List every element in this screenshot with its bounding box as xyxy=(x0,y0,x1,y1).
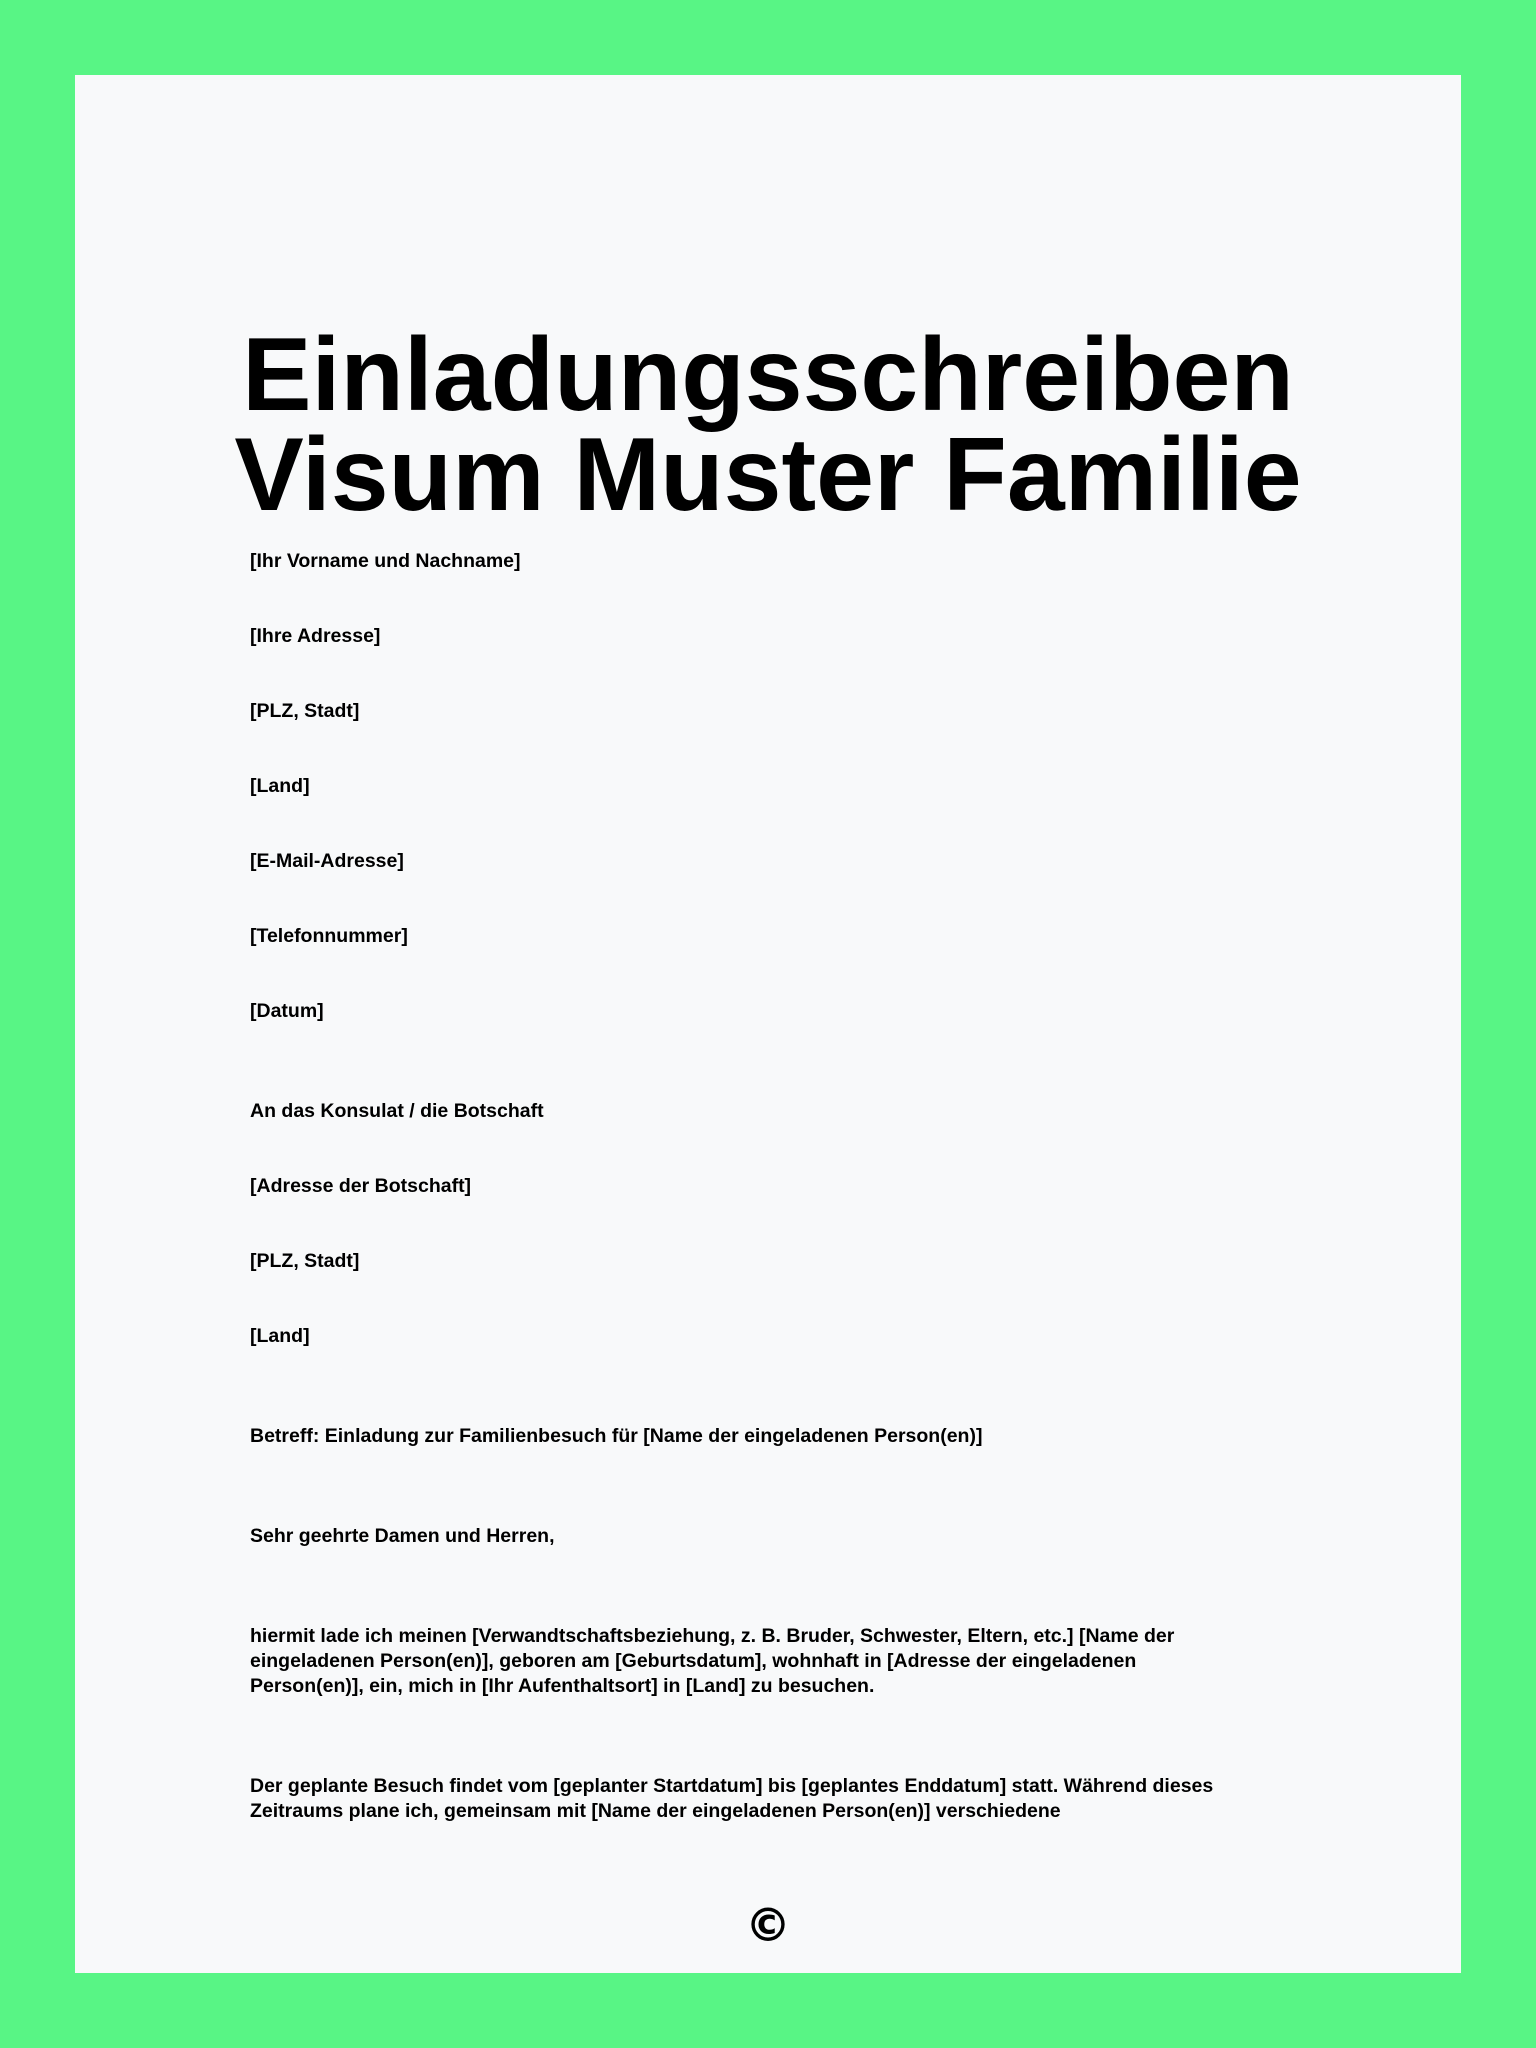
sender-zip-city: [PLZ, Stadt] xyxy=(250,700,360,722)
recipient-address: [Adresse der Botschaft] xyxy=(250,1175,472,1197)
letter-salutation: Sehr geehrte Damen und Herren, xyxy=(250,1525,555,1547)
document-page xyxy=(75,75,1461,1973)
letter-subject: Betreff: Einladung zur Familienbesuch für [Name der eingeladenen Person(en)] xyxy=(250,1425,983,1447)
letter-paragraph-1: hiermit lade ich meinen [Verwandtschaftsbeziehung, z. B. Bruder, Schwester, Eltern, etc.] [Name der eingeladenen Person(en)], geboren am [Geburtsdatum], wohnhaft in [Adresse der eingeladenen Person(en)], ein, mich in [Ihr Aufenthaltsort] in [Land] zu besuchen. xyxy=(250,1625,1175,1697)
sender-name: [Ihr Vorname und Nachname] xyxy=(250,550,521,572)
letter-date: [Datum] xyxy=(250,1000,324,1022)
sender-phone: [Telefonnummer] xyxy=(250,925,408,947)
sender-email: [E-Mail-Adresse] xyxy=(250,850,404,872)
sender-address: [Ihre Adresse] xyxy=(250,625,381,647)
copyright-icon: © xyxy=(745,1898,791,1952)
document-title: Einladungsschreiben Visum Muster Familie xyxy=(234,317,1302,533)
sender-country: [Land] xyxy=(250,775,310,797)
recipient-zip-city: [PLZ, Stadt] xyxy=(250,1250,360,1272)
recipient-country: [Land] xyxy=(250,1325,310,1347)
recipient-line: An das Konsulat / die Botschaft xyxy=(250,1100,544,1122)
letter-paragraph-2: Der geplante Besuch findet vom [geplanter Startdatum] bis [geplantes Enddatum] statt. Während dieses Zeitraums plane ich, gemeinsam mit [Name der eingeladenen Person(en)] verschiedene xyxy=(250,1775,1214,1822)
